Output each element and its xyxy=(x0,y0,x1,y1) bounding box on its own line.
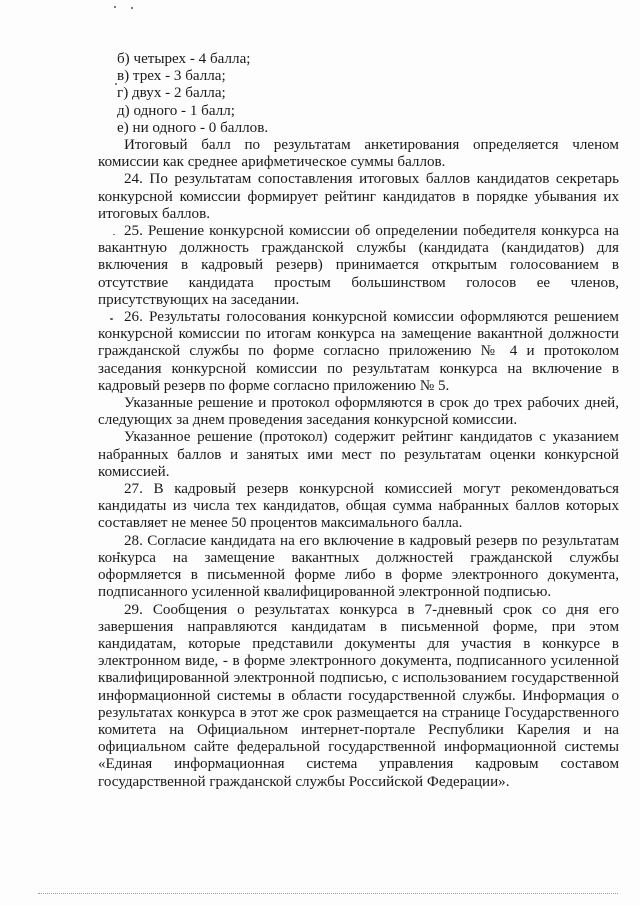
paragraph-25: 25. Решение конкурсной комиссии об определении победителя конкурса на вакантную должность гражданской службы (кандидата (кандидатов) для включения в кадровый резерв) принимается открытым голосованием в отсутствие кандидата простым большинством голосов ее членов, присутствующих на заседании. xyxy=(98,223,619,308)
page-bottom-line xyxy=(38,893,618,894)
paragraph-26: 26. Результаты голосования конкурсной комиссии оформляются решением конкурсной комиссии по итогам конкурса на замещение вакантной должности гражданской службы по форме согласно приложению № 4 и протоколом заседания конкурсной комиссии по результатам конкурса на включение в кадровый резерв по форме согласно приложению № 5. xyxy=(98,309,619,394)
paragraph-29: 29. Сообщения о результатах конкурса в 7-дневный срок со дня его завершения направляются кандидатам в письменной форме, при этом кандидатам, которые представили документы для участия в конкурсе в электронном виде, - в форме электронного документа, подписанного усиленной квалифицированной электронной подписью, с использованием государственной информационной системы в области государственной службы. Информация о результатах конкурса в этот же срок размещается на странице Государственного комитета на Официальном интернет-портале Республики Карелия и на официальном сайте федеральной государственной информационной системы «Единая информационная система управления кадровым составом государственной гражданской службы Российской Федерации». xyxy=(98,601,619,790)
scan-speck xyxy=(114,6,116,8)
paragraph-27: 27. В кадровый резерв конкурсной комиссией могут рекомендоваться кандидаты из числа тех кандидатов, общая сумма набранных баллов которых составляет не менее 50 процентов максимального балла. xyxy=(98,481,619,532)
paragraph-24: 24. По результатам сопоставления итоговых баллов кандидатов секретарь конкурсной комиссии формирует рейтинг кандидатов в порядке убывания их итоговых баллов. xyxy=(98,171,619,222)
paragraph-final-score: Итоговый балл по результатам анкетирования определяется членом комиссии как среднее арифметическое суммы баллов. xyxy=(98,137,619,171)
list-item: д) одного - 1 балл; xyxy=(117,102,235,119)
paragraph-28: 28. Согласие кандидата на его включение в кадровый резерв по результатам конкурса на замещение вакантных должностей гражданской службы оформляется в письменной форме либо в форме электронного документа, подписанного усиленной квалифицированной электронной подписью. xyxy=(98,532,619,601)
paragraph-decision-rating: Указанное решение (протокол) содержит рейтинг кандидатов с указанием набранных баллов и занятых ими мест по результатам оценки конкурсной комиссией. xyxy=(98,429,619,480)
list-item: е) ни одного - 0 баллов. xyxy=(117,119,269,136)
list-item: б) четырех - 4 балла; xyxy=(117,51,251,67)
list-item: г) двух - 2 балла; xyxy=(117,85,226,102)
score-list xyxy=(98,51,619,137)
list-item: в) трех - 3 балла; xyxy=(117,68,226,85)
document-body xyxy=(98,51,619,791)
scan-speck xyxy=(131,7,133,9)
paragraph-decision-deadline: Указанные решение и протокол оформляются в срок до трех рабочих дней, следующих за днем проведения заседания конкурсной комиссии. xyxy=(98,395,619,429)
